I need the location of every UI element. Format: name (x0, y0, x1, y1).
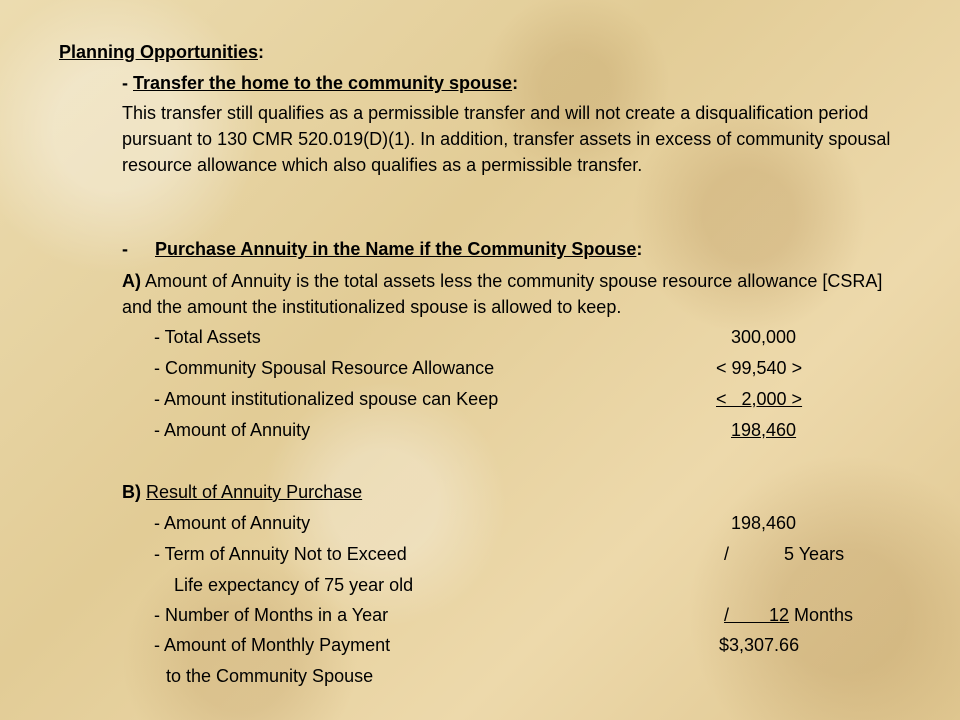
result-annuity-label: - Amount of Annuity (154, 513, 311, 533)
months-value (724, 604, 853, 626)
heading-colon: : (258, 42, 264, 62)
life-expectancy-note: Life expectancy of 75 year old (174, 575, 414, 595)
total-assets-label: - Total Assets (154, 327, 261, 347)
annuity-amount-value: 198,460 (731, 420, 797, 440)
payment-recipient-note: to the Community Spouse (166, 666, 374, 686)
section1-heading (122, 72, 518, 94)
b-label: B) (122, 482, 141, 502)
term-label: - Term of Annuity Not to Exceed (154, 544, 407, 564)
b-title: Result of Annuity Purchase (146, 482, 363, 502)
csra-label: - Community Spousal Resource Allowance (154, 358, 495, 378)
months-label: - Number of Months in a Year (154, 605, 389, 625)
total-assets-value: 300,000 (731, 327, 797, 347)
monthly-payment-label: - Amount of Monthly Payment (154, 635, 391, 655)
term-value: / 5 Years (724, 544, 845, 564)
section2-colon: : (636, 239, 643, 259)
section2-dash: - (122, 239, 128, 259)
monthly-payment-value: $3,307.66 (719, 635, 800, 655)
a-text: Amount of Annuity is the total assets less the community spouse resource allowance [CSRA] and the amount the institutionalized spouse is allowed to keep. (122, 271, 883, 317)
result-annuity-value: 198,460 (731, 513, 797, 533)
section1-colon: : (512, 73, 519, 93)
annuity-amount-label: - Amount of Annuity (154, 420, 311, 440)
section2-title: Purchase Annuity in the Name if the Community Spouse (155, 239, 637, 259)
heading (59, 41, 264, 63)
section1-dash: - (122, 73, 133, 93)
section2-b-heading (122, 481, 362, 503)
section1-paragraph: This transfer still qualifies as a permissible transfer and will not create a disqualification period pursuant to 130 CMR 520.019(D)(1). In addition, transfer assets in excess of community spousal resource allowance which also qualifies as a permissible transfer. (122, 103, 891, 175)
csra-value: < 99,540 > (716, 358, 803, 378)
section2-heading (122, 238, 642, 260)
months-number: / 12 (724, 605, 790, 625)
a-label: A) (122, 271, 141, 291)
keep-amount-label: - Amount institutionalized spouse can Keep (154, 389, 499, 409)
section2-a-paragraph (122, 268, 912, 320)
section1-title: Transfer the home to the community spouse (133, 73, 513, 93)
heading-text: Planning Opportunities (59, 42, 258, 62)
months-unit: Months (789, 605, 854, 625)
keep-amount-value: < 2,000 > (716, 389, 803, 409)
